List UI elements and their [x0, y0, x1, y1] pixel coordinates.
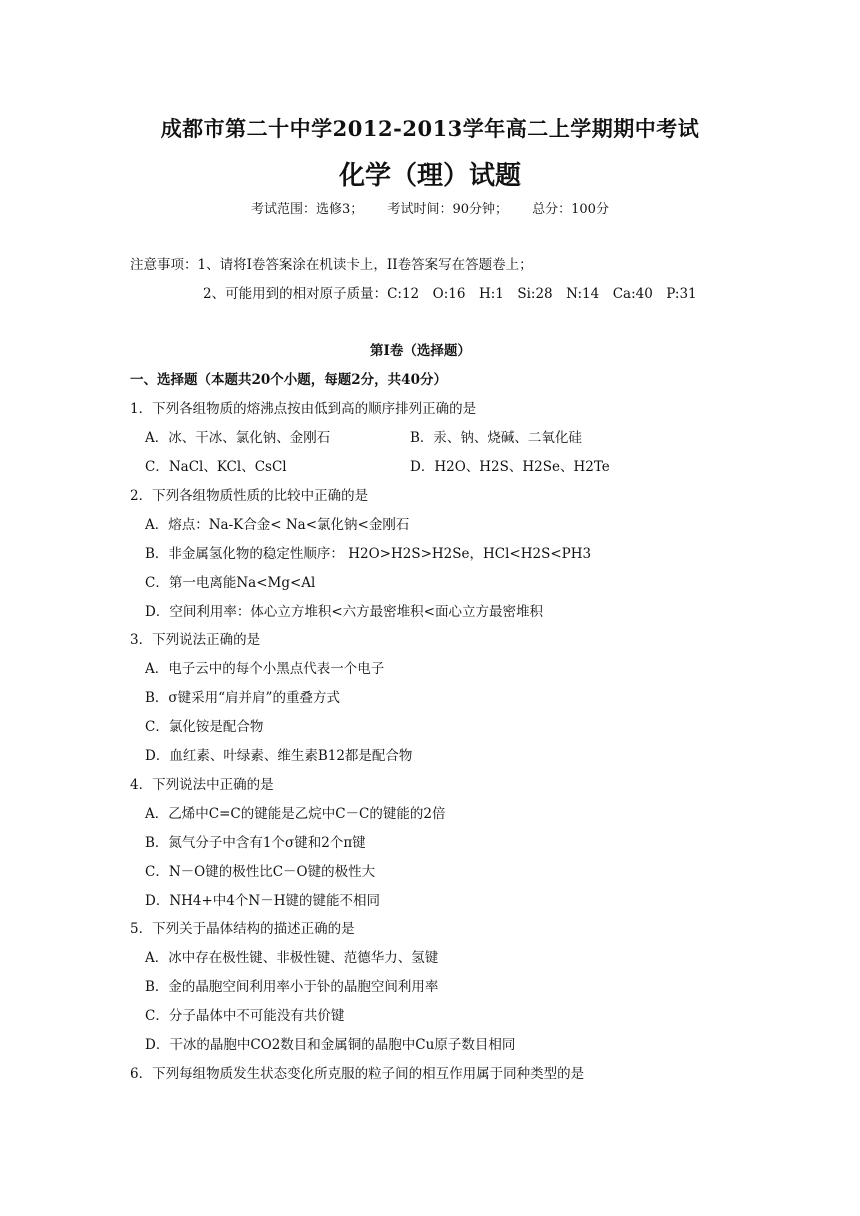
question-3-option-d: D．血红素、叶绿素、维生素B12都是配合物: [145, 748, 413, 764]
question-6-stem: 6．下列每组物质发生状态变化所克服的粒子间的相互作用属于同种类型的是: [130, 1066, 585, 1082]
question-5-option-a: A．冰中存在极性键、非极性键、范德华力、氢键: [145, 950, 439, 966]
notes-line-2: 2、可能用到的相对原子质量：C:12 O:16 H:1 Si:28 N:14 Ca:40 P:31: [203, 286, 697, 302]
question-1-option-a: A．冰、干冰、氯化钠、金刚石: [145, 430, 331, 446]
notes-line-1: 注意事项：1、请将I卷答案涂在机读卡上，II卷答案写在答题卷上；: [130, 257, 533, 273]
question-1-option-d: D．H2O、H2S、H2Se、H2Te: [410, 459, 610, 475]
question-1-option-b: B．汞、钠、烧碱、二氧化硅: [410, 430, 582, 446]
question-3-option-b: B．σ键采用“肩并肩”的重叠方式: [145, 690, 340, 706]
question-5-option-b: B．金的晶胞空间利用率小于钋的晶胞空间利用率: [145, 979, 439, 995]
question-1-option-c: C．NaCl、KCl、CsCl: [145, 459, 287, 475]
question-5-option-d: D．干冰的晶胞中CO2数目和金属铜的晶胞中Cu原子数目相同: [145, 1037, 516, 1053]
exam-scope: 考试范围：选修3；: [251, 202, 364, 217]
question-4-option-c: C．N－O键的极性比C－O键的极性大: [145, 864, 376, 880]
exam-meta: [0, 198, 860, 217]
volume-title: 第I卷（选择题）: [370, 343, 471, 359]
question-4-option-d: D．NH4+中4个N－H键的键能不相同: [145, 893, 380, 909]
question-4-option-b: B．氮气分子中含有1个σ键和2个π键: [145, 835, 366, 851]
question-5-option-c: C．分子晶体中不可能没有共价键: [145, 1008, 345, 1024]
question-3-option-a: A．电子云中的每个小黑点代表一个电子: [145, 661, 385, 677]
question-4-option-a: A．乙烯中C=C的键能是乙烷中C－C的键能的2倍: [145, 806, 446, 822]
question-2-stem: 2．下列各组物质性质的比较中正确的是: [130, 488, 369, 504]
question-5-stem: 5．下列关于晶体结构的描述正确的是: [130, 921, 355, 937]
question-1-stem: 1．下列各组物质的熔沸点按由低到高的顺序排列正确的是: [130, 401, 477, 417]
question-3-option-c: C．氯化铵是配合物: [145, 719, 264, 735]
exam-time: 考试时间：90分钟；: [387, 202, 508, 217]
question-2-option-b: B．非金属氢化物的稳定性顺序： H2O>H2S>H2Se，HCl<H2S<PH3: [145, 546, 592, 562]
total-score: 总分：100分: [532, 202, 609, 217]
part-title: 一、选择题（本题共20个小题，每题2分，共40分）: [130, 372, 447, 388]
question-2-option-d: D．空间利用率：体心立方堆积<六方最密堆积<面心立方最密堆积: [145, 604, 543, 620]
question-2-option-c: C．第一电离能Na<Mg<Al: [145, 575, 316, 591]
question-3-stem: 3．下列说法正确的是: [130, 632, 261, 648]
exam-title: 成都市第二十中学2012-2013学年高二上学期期中考试: [160, 116, 700, 141]
question-4-stem: 4．下列说法中正确的是: [130, 777, 274, 793]
question-2-option-a: A．熔点：Na-K合金< Na<氯化钠<金刚石: [145, 517, 410, 533]
exam-subtitle: 化学（理）试题: [338, 161, 521, 191]
